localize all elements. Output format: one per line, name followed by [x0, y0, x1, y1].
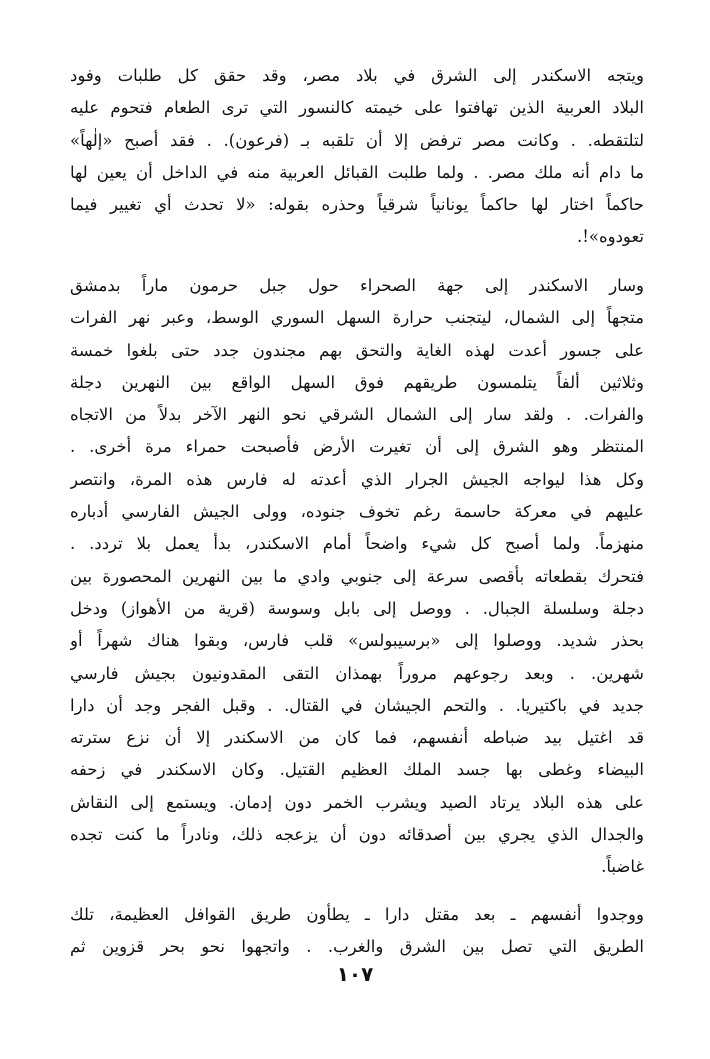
text-line: حاكماً اختار لها حاكماً يونانياً شرقياً وحذره بقوله: «لا تحدث أي تغيير فيما: [70, 195, 644, 215]
paragraph-3: [70, 899, 644, 964]
text-line: فتحرك بقطعاته بأقصى سرعة إلى جنوبي وادي ما بين النهرين المحصورة بين: [70, 566, 644, 586]
paragraph-1: [70, 60, 644, 254]
text-line: والجدال الذي يجري بين أصدقائه دون أن يزعجه ذلك، ونادراً ما كنت تجده: [70, 825, 644, 845]
text-line: الطريق التي تصل بين الشرق والغرب. . واتجهوا نحو بحر قزوين ثم: [70, 937, 644, 957]
text-line: شهرين. . وبعد رجوعهم مروراً بهمذان التقى المقدونيون بجيش فارسي: [70, 663, 644, 683]
text-line: ووجدوا أنفسهم ـ بعد مقتل دارا ـ يطأون طريق القوافل العظيمة، تلك: [70, 905, 644, 924]
text-line: غاضباً.: [601, 857, 644, 877]
text-line: ويتجه الاسكندر إلى الشرق في بلاد مصر، وقد حقق كل طلبات وفود: [70, 66, 644, 85]
text-line: جديد في باكتيريا. . والتحم الجيشان في القتال. . وقبل الفجر وجد أن دارا: [70, 695, 644, 715]
text-line: والفرات. . ولقد سار إلى الشمال الشرقي نحو النهر الآخر بدلاً من الاتجاه: [70, 405, 644, 425]
text-line: لتلتقطه. . وكانت مصر ترفض إلا أن تلقبه بـ (فرعون). . فقد أصبح «إلٰهاً»: [70, 130, 644, 150]
paragraph-2: [70, 270, 644, 884]
text-line: متجهاً إلى الشمال، ليتجنب حرارة السهل السوري الوسط، وعبر نهر الفرات: [70, 308, 644, 328]
text-line: بحذر شديد. ووصلوا إلى «برسيبولس» قلب فارس، وبقوا هناك شهراً أو: [70, 631, 644, 651]
page-number: ١٠٧: [336, 962, 374, 986]
text-line: دجلة وسلسلة الجبال. . ووصل إلى بابل وسوسة (قرية من الأهواز) ودخل: [70, 598, 644, 618]
text-line: منهزماً. ولما أصبح كل شيء واضحاً أمام الاسكندر، بدأ يعمل بلا تردد. .: [70, 534, 644, 554]
text-line: عليهم في معركة حاسمة رغم تخوف جنوده، وولى الجيش الفارسي أدباره: [70, 502, 644, 522]
text-line: على هذه البلاد يرتاد الصيد ويشرب الخمر دون إدمان. ويستمع إلى النقاش: [70, 792, 644, 812]
text-line: ما دام أنه ملك مصر. . ولما طلبت القبائل العربية منه في الداخل أن يعين لها: [70, 162, 644, 182]
text-line: تعودوه»!.: [576, 227, 644, 247]
text-line: على جسور أعدت لهذه الغاية والتحق بهم مجندون جدد حتى بلغوا خمسة: [70, 340, 644, 360]
text-line: قد اغتيل بيد ضباطه أنفسهم، فما كان من الاسكندر إلا أن نزع سترته: [70, 728, 644, 748]
text-line: البلاد العربية الذين تهافتوا على خيمته كالنسور التي ترى الطعام فتحوم عليه: [70, 98, 644, 118]
text-line: وكل هذا ليواجه الجيش الجرار الذي أعدته له فارس هذه المرة، وانتصر: [70, 469, 644, 489]
text-line: وثلاثين ألفاً يتلمسون طريقهم فوق السهل الواقع بين النهرين دجلة: [70, 372, 644, 392]
text-line: وسار الاسكندر إلى جهة الصحراء حول جبل حرمون ماراً بدمشق: [70, 276, 644, 295]
text-line: البيضاء وغطى بها جسد الملك العظيم القتيل. وكان الاسكندر في زحفه: [70, 760, 644, 780]
text-line: المنتظر وهو الشرق إلى أن تغيرت الأرض فأصبحت حمراء مرة أخرى. .: [70, 437, 644, 457]
